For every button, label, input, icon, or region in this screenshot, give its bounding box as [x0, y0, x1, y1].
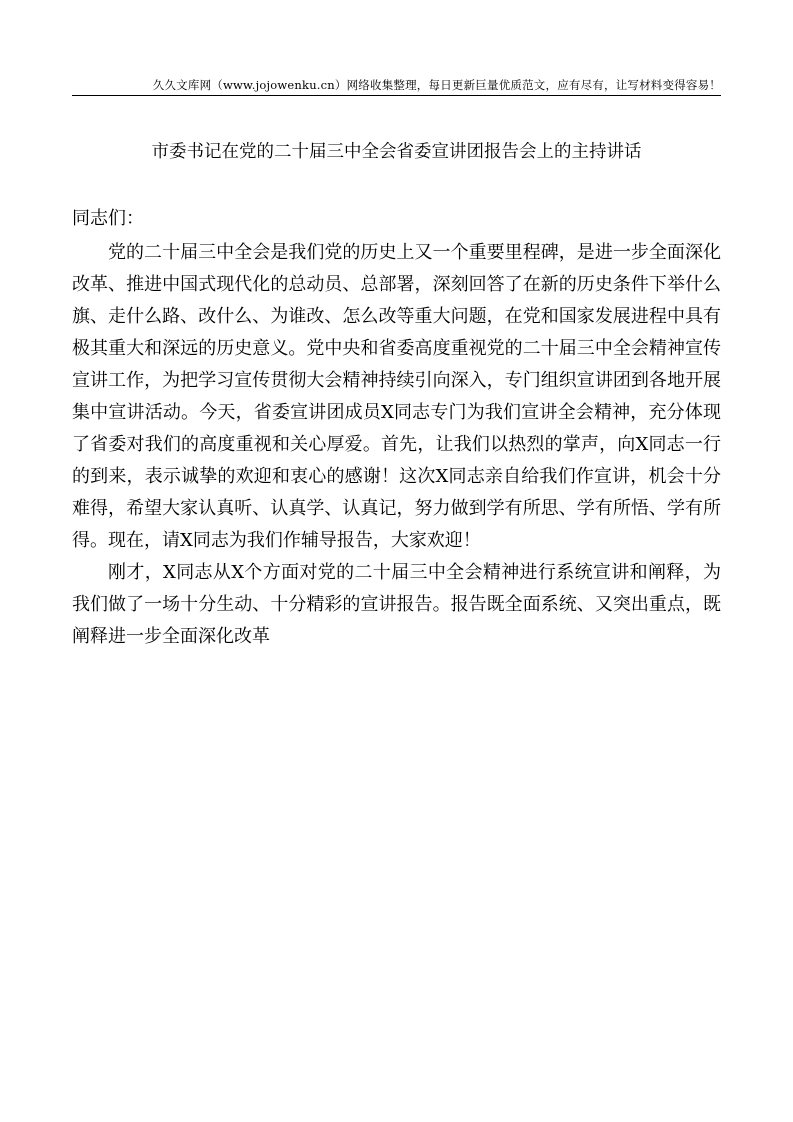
document-title: 市委书记在党的二十届三中全会省委宣讲团报告会上的主持讲话	[151, 142, 642, 162]
page-header	[72, 72, 721, 96]
paragraph: 刚才，X同志从X个方面对党的二十届三中全会精神进行系统宣讲和阐释，为我们做了一场十分生动、十分精彩的宣讲报告。报告既全面系统、又突出重点，既阐释进一步全面深化改革	[72, 562, 721, 647]
salutation: 同志们：	[72, 208, 144, 229]
header-text: 久久文库网（www.jojowenku.cn）网络收集整理，每日更新巨量优质范文，应有尽有，让写材料变得容易！	[152, 78, 721, 92]
document-body	[72, 237, 721, 653]
paragraph: 党的二十届三中全会是我们党的历史上又一个重要里程碑，是进一步全面深化改革、推进中国式现代化的总动员、总部署，深刻回答了在新的历史条件下举什么旗、走什么路、改什么、为谁改、怎么改等重大问题，在党和国家发展进程中具有极其重大和深远的历史意义。党中央和省委高度重视党的二十届三中全会精神宣传宣讲工作，为把学习宣传贯彻大会精神持续引向深入，专门组织宣讲团到各地开展集中宣讲活动。今天，省委宣讲团成员X同志专门为我们宣讲全会精神，充分体现了省委对我们的高度重视和关心厚爱。首先，让我们以热烈的掌声，向X同志一行的到来，表示诚挚的欢迎和衷心的感谢！这次X同志亲自给我们作宣讲，机会十分难得，希望大家认真听、认真学、认真记，努力做到学有所思、学有所悟、学有所得。现在，请X同志为我们作辅导报告，大家欢迎！	[72, 242, 721, 551]
